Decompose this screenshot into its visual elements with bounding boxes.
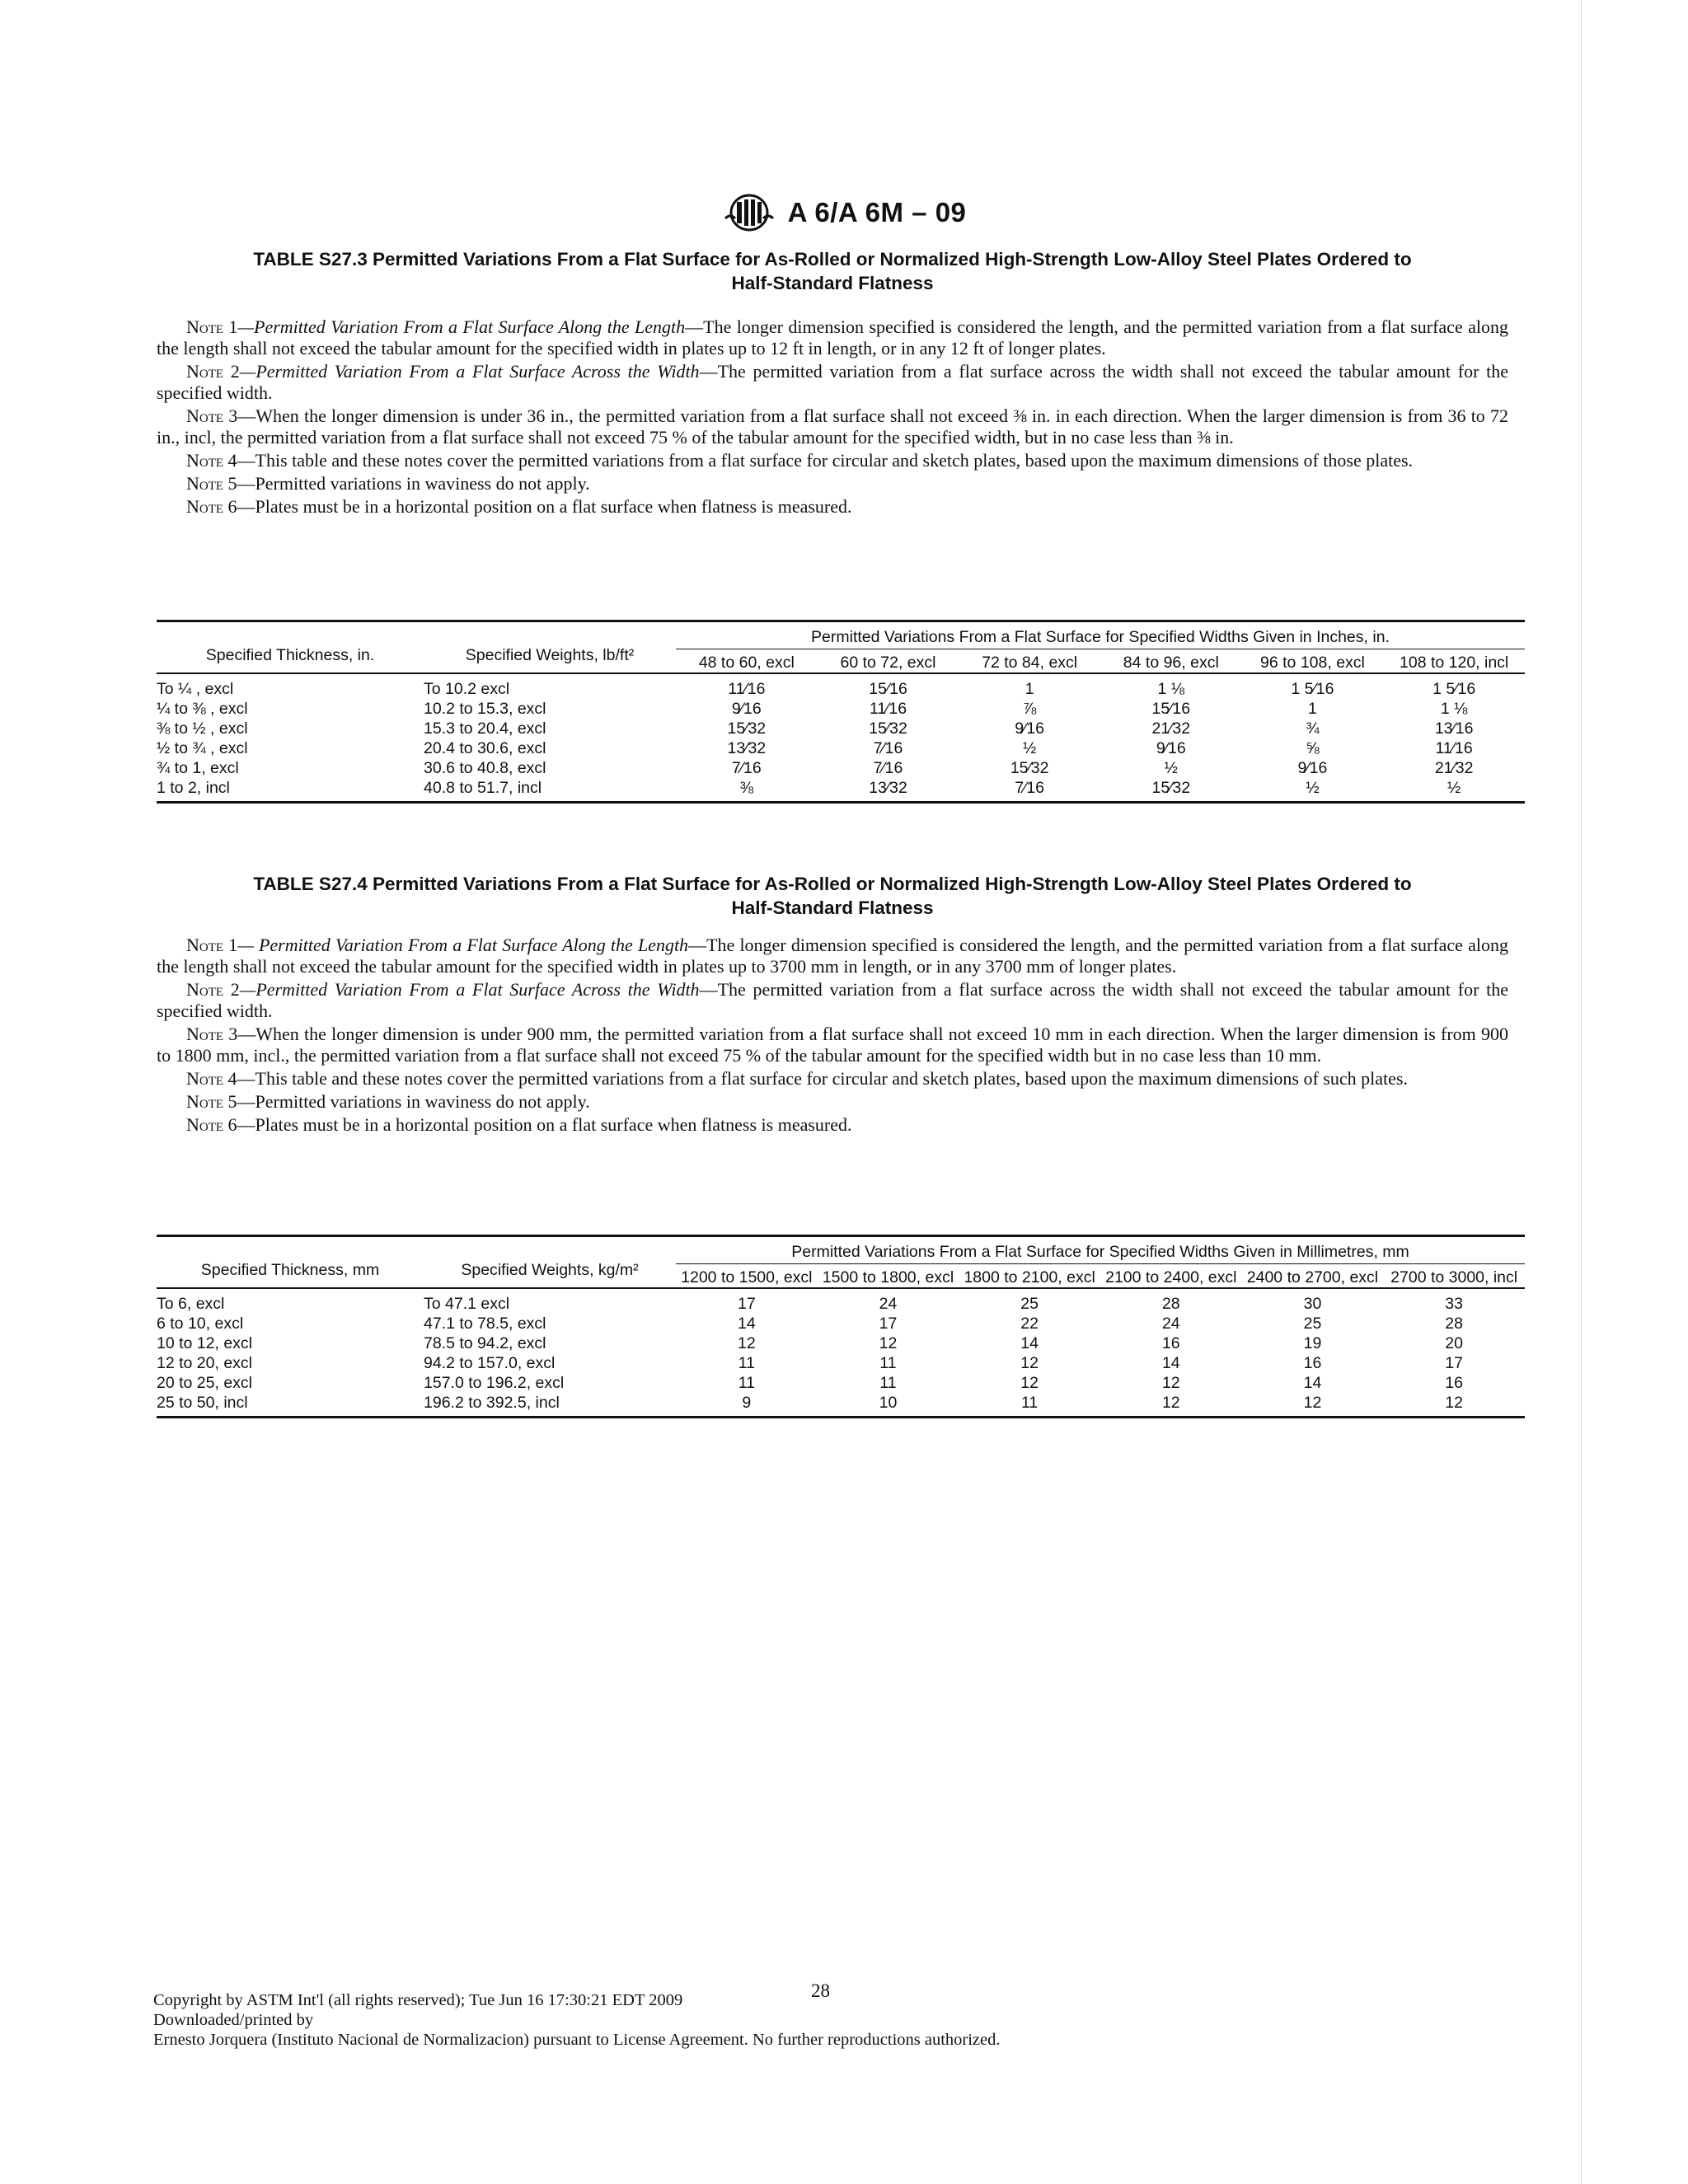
thickness-cell: 20 to 25, excl bbox=[157, 1374, 252, 1392]
note-label: Note 5 bbox=[186, 1091, 237, 1112]
thickness-cell: ¼ to ⅜ , excl bbox=[157, 700, 248, 718]
table-s27-4-notes bbox=[157, 935, 1508, 1137]
note-text: —The permitted variation from a flat surface across the width shall not exceed the tabular amount for the specified width. bbox=[157, 361, 1508, 403]
note-paragraph bbox=[157, 979, 1508, 1022]
weights-cell: 196.2 to 392.5, incl bbox=[424, 1394, 560, 1412]
note-paragraph bbox=[157, 405, 1508, 448]
variation-cell: ½ bbox=[1447, 779, 1461, 797]
variation-cell: 9⁄16 bbox=[1297, 759, 1328, 777]
width-header: 2100 to 2400, excl bbox=[1105, 1268, 1237, 1286]
variation-cell: 11⁄16 bbox=[869, 700, 907, 718]
variation-cell: 1 5⁄16 bbox=[1242, 673, 1384, 699]
variation-cell: 19 bbox=[1303, 1334, 1322, 1352]
variation-cell: 30 bbox=[1242, 1288, 1384, 1314]
variation-cell: 25 bbox=[1303, 1315, 1322, 1333]
variation-cell: 12 bbox=[1020, 1354, 1039, 1372]
thickness-cell: 25 to 50, incl bbox=[157, 1394, 248, 1412]
thickness-cell: ⅜ to ½ , excl bbox=[157, 719, 248, 738]
scan-edge-line bbox=[1581, 0, 1582, 2184]
variation-cell: 15⁄16 bbox=[1151, 700, 1191, 718]
variation-cell: 16 bbox=[1161, 1334, 1180, 1352]
note-heading: —Permitted Variation From a Flat Surface Across the Width bbox=[239, 361, 700, 382]
table-row bbox=[157, 719, 1525, 738]
note-label: Note 6 bbox=[186, 496, 237, 517]
thickness-cell: ¾ to 1, excl bbox=[157, 759, 239, 777]
variation-cell: 15⁄32 bbox=[1151, 779, 1191, 797]
group-header-widths: Permitted Variations From a Flat Surface for Specified Widths Given in Inches, in. bbox=[676, 621, 1525, 649]
note-text: —Plates must be in a horizontal position on a flat surface when flatness is measured. bbox=[237, 1114, 852, 1135]
note-paragraph bbox=[157, 316, 1508, 359]
footer-line-1: Copyright by ASTM Int'l (all rights reserved); Tue Jun 16 17:30:21 EDT 2009 bbox=[153, 1991, 683, 2009]
note-text: —When the longer dimension is under 36 in., the permitted variation from a flat surface shall not exceed ⅜ in. in each direction. When the larger dimension is from 36 to 72 in., incl, the permitted variation from a flat surface shall not exceed 75 % of the tabular amount for the specified width, but in no case less than ⅜ in. bbox=[157, 405, 1508, 448]
weights-cell: 94.2 to 157.0, excl bbox=[424, 1354, 556, 1372]
thickness-cell: 1 to 2, incl bbox=[157, 779, 230, 797]
variation-cell: 13⁄32 bbox=[727, 739, 767, 757]
variation-cell: 15⁄32 bbox=[1010, 759, 1049, 777]
variation-cell: 1 ⅛ bbox=[1440, 700, 1468, 718]
variation-cell: 1 bbox=[959, 673, 1100, 699]
thickness-cell: 10 to 12, excl bbox=[157, 1334, 252, 1352]
variation-cell: 12 bbox=[879, 1334, 898, 1352]
variation-cell: 14 bbox=[1303, 1374, 1322, 1392]
note-paragraph bbox=[157, 450, 1508, 471]
note-text: —This table and these notes cover the permitted variations from a flat surface for circular and sketch plates, based upon the maximum dimensions of those plates. bbox=[237, 450, 1414, 471]
variation-cell: 21⁄32 bbox=[1434, 759, 1474, 777]
note-text: —Plates must be in a horizontal position on a flat surface when flatness is measured. bbox=[237, 496, 852, 517]
variation-cell: 15⁄16 bbox=[818, 673, 959, 699]
caption-line-1: TABLE S27.4 Permitted Variations From a Flat Surface for As-Rolled or Normalized High-Strength Low-Alloy Steel Plates Ordered to bbox=[253, 874, 1412, 894]
thickness-cell: ½ to ¾ , excl bbox=[157, 739, 248, 757]
variation-cell: 21⁄32 bbox=[1151, 719, 1191, 738]
note-text: —This table and these notes cover the permitted variations from a flat surface for circular and sketch plates, based upon the maximum dimensions of such plates. bbox=[237, 1068, 1408, 1089]
thickness-cell: To ¼ , excl bbox=[157, 673, 424, 699]
note-heading: —Permitted Variation From a Flat Surface Across the Width bbox=[239, 979, 700, 1000]
note-text: —The longer dimension specified is considered the length, and the permitted variation from a flat surface along the length shall not exceed the tabular amount for the specified width in plates up to 12 ft in length, or in any 12 ft of longer plates. bbox=[157, 316, 1509, 359]
weights-cell: 40.8 to 51.7, incl bbox=[424, 779, 542, 797]
variation-cell: ¾ bbox=[1306, 719, 1320, 738]
variation-cell: 10 bbox=[879, 1394, 898, 1412]
variation-cell: 17 bbox=[879, 1315, 898, 1333]
note-label: Note 3 bbox=[186, 405, 238, 426]
table-s27-4 bbox=[157, 1235, 1525, 1418]
variation-cell: 12 bbox=[1303, 1394, 1322, 1412]
col-header-thickness: Specified Thickness, mm bbox=[200, 1260, 380, 1279]
weights-cell: 30.6 to 40.8, excl bbox=[424, 759, 546, 777]
variation-cell: ½ bbox=[1306, 779, 1320, 797]
note-label: Note 1 bbox=[186, 316, 238, 337]
weights-cell: To 47.1 excl bbox=[424, 1288, 676, 1314]
width-header: 1800 to 2100, excl bbox=[964, 1268, 1095, 1286]
standard-designation: A 6/A 6M – 09 bbox=[787, 197, 967, 227]
table-row bbox=[157, 1373, 1525, 1393]
page-number: 28 bbox=[811, 1980, 830, 2001]
table-row bbox=[157, 1333, 1525, 1353]
variation-cell: 16 bbox=[1445, 1374, 1463, 1392]
variation-cell: 12 bbox=[1161, 1374, 1180, 1392]
weights-cell: To 10.2 excl bbox=[424, 673, 676, 699]
variation-cell: 15⁄32 bbox=[727, 719, 767, 738]
variation-cell: 1 bbox=[1308, 700, 1317, 718]
note-label: Note 5 bbox=[186, 473, 237, 494]
variation-cell: 1 ⅛ bbox=[1100, 673, 1242, 699]
width-header: 96 to 108, excl bbox=[1260, 654, 1365, 672]
variation-cell: 14 bbox=[1161, 1354, 1180, 1372]
note-text: —Permitted variations in waviness do not apply. bbox=[237, 1091, 590, 1112]
variation-cell: 11 bbox=[738, 1374, 755, 1392]
variation-cell: 1 5⁄16 bbox=[1383, 673, 1525, 699]
variation-cell: 22 bbox=[1020, 1315, 1039, 1333]
variation-cell: 7⁄16 bbox=[731, 759, 762, 777]
note-text: —When the longer dimension is under 900 mm, the permitted variation from a flat surface shall not exceed 10 mm in each direction. When the larger dimension is from 900 to 1800 mm, incl., the permitted variation from a flat surface shall not exceed 75 % of the tabular amount for the specified width but in no case less than 10 mm. bbox=[157, 1024, 1508, 1066]
note-heading: —Permitted Variation From a Flat Surface Along the Length bbox=[237, 316, 686, 337]
variation-cell: 12 bbox=[1445, 1394, 1463, 1412]
caption-line-2: Half-Standard Flatness bbox=[731, 273, 934, 293]
col-header-thickness: Specified Thickness, in. bbox=[205, 645, 375, 664]
note-paragraph bbox=[157, 496, 1508, 518]
variation-cell: 12 bbox=[737, 1334, 756, 1352]
col-header-weights: Specified Weights, lb/ft² bbox=[465, 645, 635, 664]
note-label: Note 6 bbox=[186, 1114, 237, 1135]
width-header: 2400 to 2700, excl bbox=[1246, 1268, 1379, 1286]
weights-cell: 47.1 to 78.5, excl bbox=[424, 1315, 546, 1333]
variation-cell: 13⁄32 bbox=[869, 779, 907, 797]
variation-cell: 7⁄16 bbox=[873, 759, 903, 777]
copyright-footer bbox=[153, 1990, 1390, 2050]
table-s27-3-notes bbox=[157, 316, 1508, 519]
table-row bbox=[157, 738, 1525, 758]
variation-cell: ⅝ bbox=[1306, 739, 1320, 757]
width-header: 48 to 60, excl bbox=[698, 654, 795, 672]
variation-cell: 9⁄16 bbox=[1015, 719, 1045, 738]
variation-cell: 14 bbox=[1020, 1334, 1039, 1352]
note-label: Note 4 bbox=[186, 450, 237, 471]
variation-cell: 24 bbox=[818, 1288, 959, 1314]
width-header: 60 to 72, excl bbox=[840, 654, 936, 672]
table-row bbox=[157, 1353, 1525, 1373]
table-s27-3-caption bbox=[157, 247, 1508, 295]
width-header: 2700 to 3000, incl bbox=[1390, 1268, 1518, 1286]
note-paragraph bbox=[157, 1114, 1508, 1136]
variation-cell: 17 bbox=[1445, 1354, 1463, 1372]
width-header: 72 to 84, excl bbox=[982, 654, 1078, 672]
variation-cell: ½ bbox=[1164, 759, 1178, 777]
note-paragraph bbox=[157, 1091, 1508, 1113]
note-paragraph bbox=[157, 935, 1508, 977]
variation-cell: ½ bbox=[1023, 739, 1037, 757]
variation-cell: 11 bbox=[1021, 1394, 1039, 1412]
table-s27-4-caption bbox=[157, 872, 1508, 920]
variation-cell: 9⁄16 bbox=[731, 700, 762, 718]
variation-cell: 11 bbox=[879, 1374, 897, 1392]
variation-cell: 12 bbox=[1161, 1394, 1180, 1412]
footer-line-2: Downloaded/printed by bbox=[153, 2011, 314, 2029]
table-row bbox=[157, 673, 1525, 699]
variation-cell: 7⁄16 bbox=[1015, 779, 1045, 797]
note-label: Note 4 bbox=[186, 1068, 237, 1089]
note-paragraph bbox=[157, 1024, 1508, 1066]
variation-cell: 16 bbox=[1303, 1354, 1322, 1372]
variation-cell: 13⁄16 bbox=[1434, 719, 1474, 738]
variation-cell: 24 bbox=[1161, 1315, 1180, 1333]
note-text: —The permitted variation from a flat surface across the width shall not exceed the tabular amount for the specified width. bbox=[157, 979, 1508, 1021]
note-paragraph bbox=[157, 473, 1508, 494]
table-row bbox=[157, 1393, 1525, 1418]
astm-logo-icon bbox=[722, 194, 776, 232]
width-header: 1500 to 1800, excl bbox=[822, 1268, 954, 1286]
thickness-cell: To 6, excl bbox=[157, 1288, 424, 1314]
weights-cell: 78.5 to 94.2, excl bbox=[424, 1334, 546, 1352]
width-header: 108 to 120, incl bbox=[1400, 654, 1509, 672]
variation-cell: 33 bbox=[1383, 1288, 1525, 1314]
footer-line-3: Ernesto Jorquera (Instituto Nacional de Normalizacion) pursuant to License Agreement. No further reproductions authorized. bbox=[153, 2031, 1001, 2049]
note-label: Note 2 bbox=[186, 361, 240, 382]
variation-cell: 20 bbox=[1445, 1334, 1463, 1352]
variation-cell: 25 bbox=[959, 1288, 1100, 1314]
note-paragraph bbox=[157, 361, 1508, 404]
variation-cell: 28 bbox=[1100, 1288, 1242, 1314]
note-label: Note 1 bbox=[186, 935, 238, 955]
document-header bbox=[0, 194, 1688, 236]
table-row bbox=[157, 1288, 1525, 1314]
note-heading: — Permitted Variation From a Flat Surface Along the Length bbox=[237, 935, 689, 955]
variation-cell: ⅜ bbox=[739, 779, 753, 797]
table-row bbox=[157, 1314, 1525, 1333]
note-text: —Permitted variations in waviness do not apply. bbox=[237, 473, 590, 494]
variation-cell: 7⁄16 bbox=[873, 739, 903, 757]
variation-cell: ⅞ bbox=[1023, 700, 1037, 718]
variation-cell: 9⁄16 bbox=[1156, 739, 1186, 757]
note-label: Note 3 bbox=[186, 1024, 238, 1044]
thickness-cell: 12 to 20, excl bbox=[157, 1354, 252, 1372]
weights-cell: 157.0 to 196.2, excl bbox=[424, 1374, 565, 1392]
table-row bbox=[157, 758, 1525, 778]
variation-cell: 14 bbox=[737, 1315, 756, 1333]
group-header-widths: Permitted Variations From a Flat Surface for Specified Widths Given in Millimetres, mm bbox=[676, 1236, 1525, 1264]
col-header-weights: Specified Weights, kg/m² bbox=[461, 1260, 639, 1279]
variation-cell: 11 bbox=[738, 1354, 755, 1372]
table-row bbox=[157, 778, 1525, 803]
variation-cell: 28 bbox=[1445, 1315, 1463, 1333]
variation-cell: 11⁄16 bbox=[676, 673, 818, 699]
variation-cell: 12 bbox=[1020, 1374, 1039, 1392]
note-text: —The longer dimension specified is considered the length, and the permitted variation from a flat surface along the length shall not exceed the tabular amount for the specified width in plates up to 3700 mm in length, or in any 3700 mm of longer plates. bbox=[157, 935, 1508, 977]
width-header: 84 to 96, excl bbox=[1123, 654, 1219, 672]
thickness-cell: 6 to 10, excl bbox=[157, 1315, 244, 1333]
note-paragraph bbox=[157, 1068, 1508, 1090]
weights-cell: 10.2 to 15.3, excl bbox=[424, 700, 546, 718]
variation-cell: 15⁄32 bbox=[869, 719, 907, 738]
variation-cell: 17 bbox=[676, 1288, 818, 1314]
width-header: 1200 to 1500, excl bbox=[681, 1268, 813, 1286]
weights-cell: 20.4 to 30.6, excl bbox=[424, 739, 546, 757]
variation-cell: 11 bbox=[879, 1354, 897, 1372]
weights-cell: 15.3 to 20.4, excl bbox=[424, 719, 546, 738]
table-row bbox=[157, 699, 1525, 719]
variation-cell: 11⁄16 bbox=[1435, 739, 1473, 757]
variation-cell: 9 bbox=[742, 1394, 752, 1412]
caption-line-1: TABLE S27.3 Permitted Variations From a Flat Surface for As-Rolled or Normalized High-Strength Low-Alloy Steel Plates Ordered to bbox=[253, 249, 1412, 269]
note-label: Note 2 bbox=[186, 979, 240, 1000]
table-s27-3 bbox=[157, 620, 1525, 804]
caption-line-2: Half-Standard Flatness bbox=[731, 898, 934, 918]
